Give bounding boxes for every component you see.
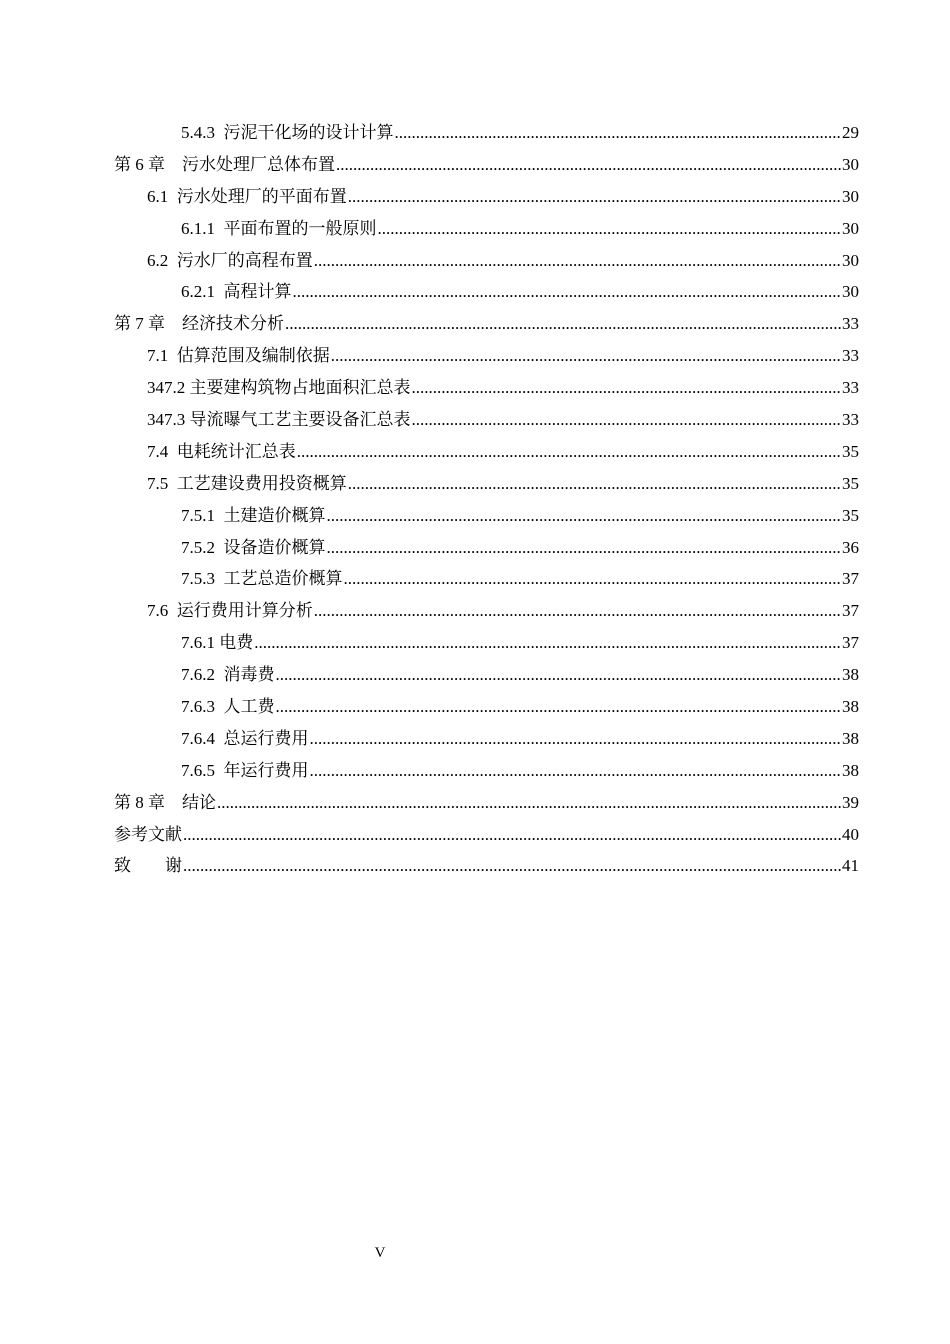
toc-entry-page: 35 [842,473,859,493]
toc-entry-page: 33 [842,378,859,398]
toc-entry-title: 7.6.5 年运行费用 [181,760,309,780]
toc-leader-dots [293,276,842,308]
toc-leader-dots [336,149,841,181]
toc-leader-dots [327,532,842,564]
page-number: V [374,1245,386,1261]
toc-leader-dots [297,436,841,468]
toc-leader-dots [254,627,841,659]
toc-entry[interactable] [114,181,859,213]
toc-entry-title: 7.6 运行费用计算分析 [147,601,313,621]
toc-entry-page: 38 [842,760,859,780]
table-of-contents [114,117,859,882]
toc-leader-dots [310,723,842,755]
toc-entry[interactable] [114,308,859,340]
toc-entry-title: 7.4 电耗统计汇总表 [147,441,296,461]
toc-entry-title: 7.6.4 总运行费用 [181,728,309,748]
toc-entry[interactable] [114,627,859,659]
toc-leader-dots [348,468,841,500]
toc-entry-page: 36 [842,537,859,557]
toc-leader-dots [310,755,842,787]
toc-leader-dots [217,787,841,819]
toc-entry-title: 第 6 章 污水处理厂总体布置 [114,154,335,174]
toc-entry[interactable] [114,245,859,277]
toc-entry-title: 347.3 导流曝气工艺主要设备汇总表 [147,410,411,430]
toc-leader-dots [183,819,841,851]
toc-entry-title: 6.2.1 高程计算 [181,282,292,302]
toc-leader-dots [314,595,841,627]
toc-entry[interactable] [114,468,859,500]
toc-entry[interactable] [114,563,859,595]
toc-entry[interactable] [114,372,859,404]
toc-entry-title: 7.6.1 电费 [181,633,254,653]
toc-entry-title: 第 7 章 经济技术分析 [114,314,284,334]
toc-entry-page: 37 [842,569,859,589]
toc-entry-page: 41 [842,856,859,876]
toc-entry-title: 7.6.3 人工费 [181,697,275,717]
toc-entry-page: 33 [842,314,859,334]
toc-entry-title: 5.4.3 污泥干化场的设计计算 [181,123,394,142]
toc-entry[interactable] [114,659,859,691]
toc-entry-page: 30 [842,282,859,302]
toc-entry-page: 30 [842,218,859,238]
toc-entry[interactable] [114,723,859,755]
toc-entry[interactable] [114,850,859,882]
toc-entry[interactable] [114,436,859,468]
toc-leader-dots [327,500,842,532]
toc-entry-title: 7.6.2 消毒费 [181,665,275,685]
toc-entry[interactable] [114,276,859,308]
toc-entry-page: 38 [842,728,859,748]
toc-entry-page: 33 [842,346,859,366]
toc-entry[interactable] [114,787,859,819]
toc-entry[interactable] [114,595,859,627]
toc-leader-dots [183,850,841,882]
toc-leader-dots [344,563,842,595]
toc-entry-page: 39 [842,792,859,812]
toc-entry[interactable] [114,532,859,564]
toc-entry-page: 40 [842,824,859,844]
toc-entry-title: 7.1 估算范围及编制依据 [147,346,330,366]
toc-entry-title: 参考文献 [114,824,182,844]
toc-entry[interactable] [114,755,859,787]
toc-entry-page: 33 [842,410,859,430]
toc-entry-title: 致 谢 [114,856,182,876]
toc-leader-dots [348,181,841,213]
toc-entry[interactable] [114,213,859,245]
toc-entry-title: 7.5.2 设备造价概算 [181,537,326,557]
toc-entry-page: 38 [842,665,859,685]
toc-leader-dots [412,372,842,404]
toc-entry-title: 6.1.1 平面布置的一般原则 [181,218,377,238]
toc-leader-dots [378,213,842,245]
toc-entry-title: 6.2 污水厂的高程布置 [147,250,313,270]
toc-leader-dots [276,659,842,691]
toc-leader-dots [285,308,841,340]
toc-leader-dots [395,117,842,149]
toc-leader-dots [314,245,841,277]
toc-entry[interactable] [114,691,859,723]
toc-entry[interactable] [114,404,859,436]
toc-entry-title: 第 8 章 结论 [114,792,216,812]
toc-leader-dots [276,691,842,723]
toc-entry[interactable] [114,117,859,149]
toc-entry[interactable] [114,819,859,851]
toc-leader-dots [412,404,842,436]
toc-entry-title: 7.5.1 土建造价概算 [181,505,326,525]
toc-entry-title: 7.5 工艺建设费用投资概算 [147,473,347,493]
toc-entry-title: 6.1 污水处理厂的平面布置 [147,186,347,206]
toc-entry-page: 35 [842,441,859,461]
toc-entry-page: 37 [842,601,859,621]
toc-entry-page: 35 [842,505,859,525]
toc-entry-page: 30 [842,250,859,270]
toc-entry-title: 347.2 主要建构筑物占地面积汇总表 [147,378,411,398]
toc-entry-page: 30 [842,186,859,206]
toc-entry-page: 38 [842,697,859,717]
toc-entry-page: 29 [842,123,859,142]
toc-entry[interactable] [114,500,859,532]
toc-entry-title: 7.5.3 工艺总造价概算 [181,569,343,589]
toc-entry-page: 30 [842,154,859,174]
toc-entry[interactable] [114,340,859,372]
toc-leader-dots [331,340,841,372]
toc-entry-page: 37 [842,633,859,653]
toc-entry[interactable] [114,149,859,181]
